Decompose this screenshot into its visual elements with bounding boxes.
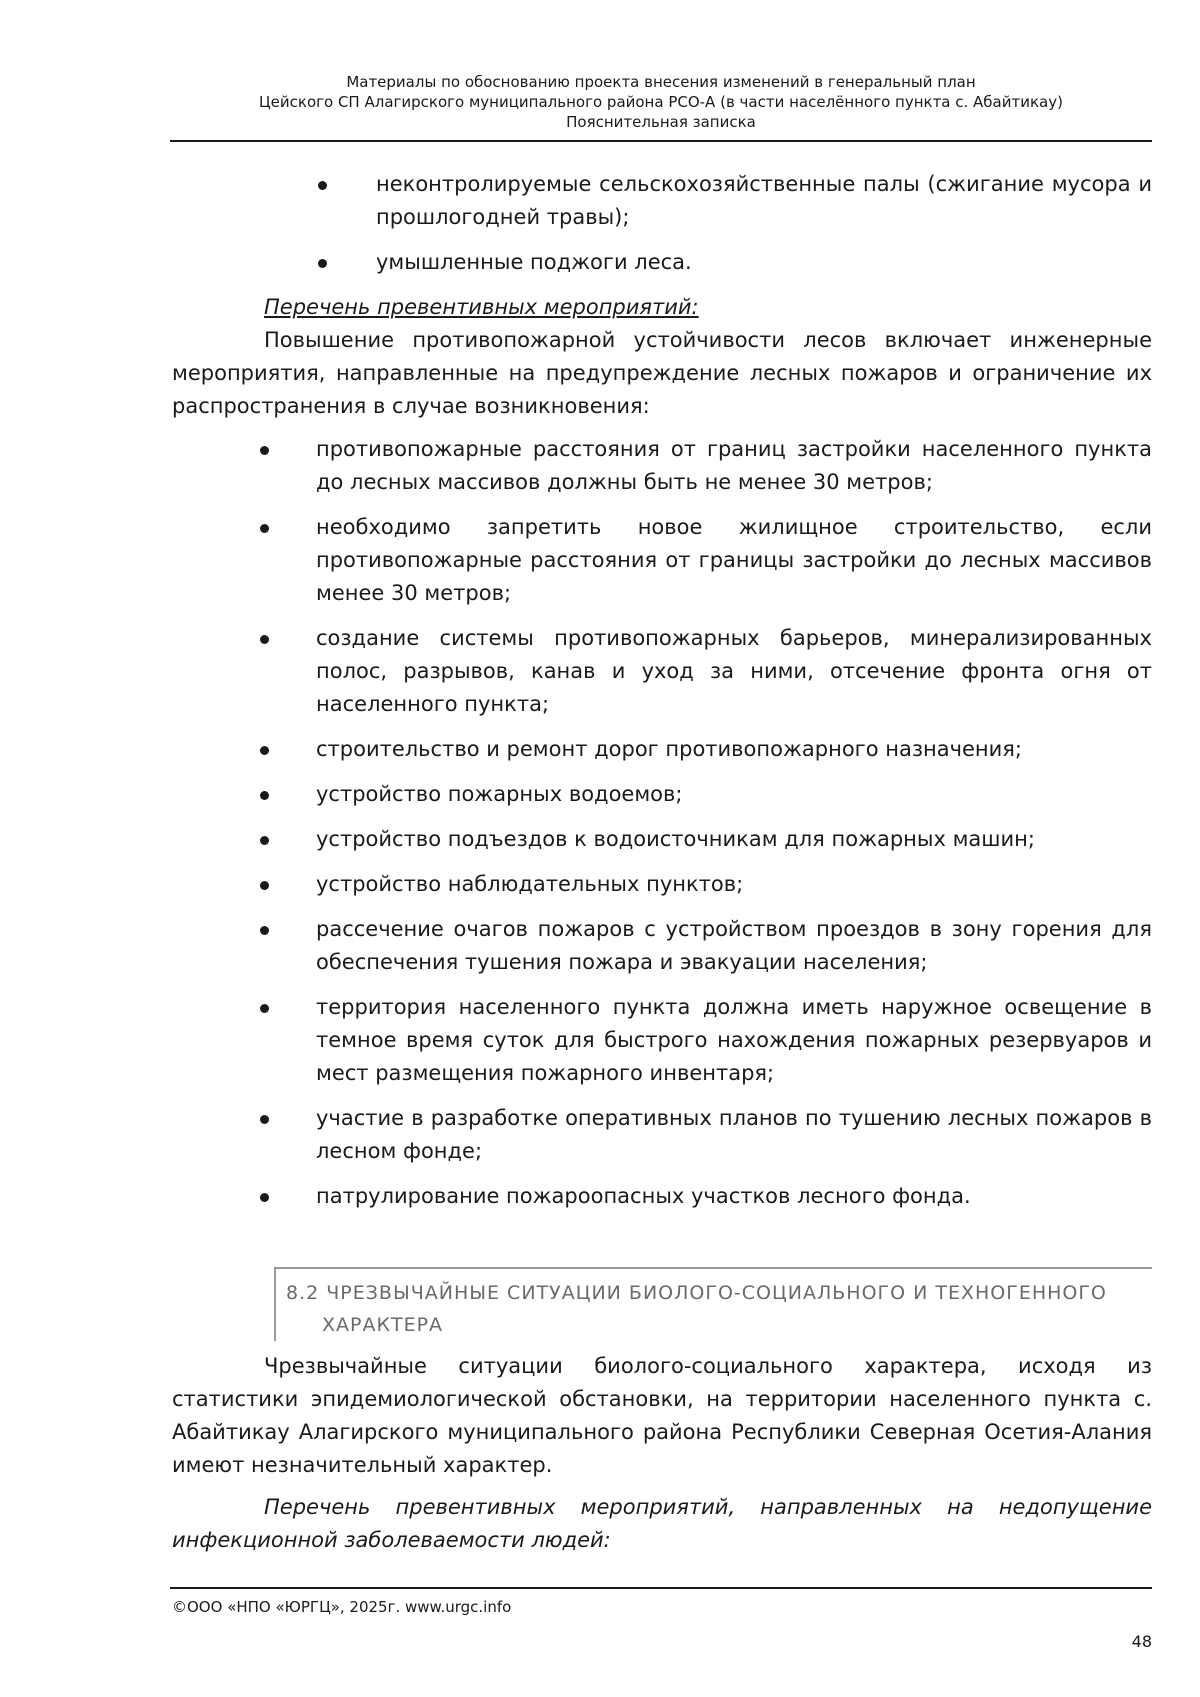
header-line-3: Пояснительная записка [566, 113, 756, 131]
bullet-icon [260, 1004, 269, 1013]
list-item: патрулирование пожароопасных участков лесного фонда. [316, 1180, 1152, 1213]
list-item: создание системы противопожарных барьеров, минерализированных полос, разрывов, канав и уход за ними, отсечение фронта огня от населенного пункта; [316, 622, 1152, 721]
list-item: устройство наблюдательных пунктов; [316, 868, 1152, 901]
bullet-icon [260, 524, 269, 533]
section-title [286, 1277, 1146, 1341]
bullet-icon [318, 181, 327, 190]
preventive-measures-heading: Перечень превентивных мероприятий: [264, 295, 699, 319]
bullet-icon [260, 635, 269, 644]
header-line-1: Материалы по обоснованию проекта внесения изменений в генеральный план [346, 73, 976, 91]
list-item: устройство подъездов к водоисточникам для пожарных машин; [316, 823, 1152, 856]
measures-list [316, 433, 1152, 1225]
page-number: 48 [1131, 1632, 1152, 1651]
bullet-icon [318, 259, 327, 268]
footer-divider [170, 1587, 1152, 1589]
bullet-icon [260, 881, 269, 890]
bio-social-paragraph: Чрезвычайные ситуации биолого-социального характера, исходя из статистики эпидемиологической обстановки, на территории населенного пункта с. Абайтикау Алагирского муниципального района Республики Северная Осетия-Алания имеют незначительный характер. [172, 1354, 1152, 1477]
list-item: строительство и ремонт дорог противопожарного назначения; [316, 733, 1152, 766]
intro-paragraph: Повышение противопожарной устойчивости лесов включает инженерные мероприятия, направленные на предупреждение лесных пожаров и ограничение их распространения в случае возникновения: [172, 328, 1152, 418]
bullet-icon [260, 926, 269, 935]
section-title-line-2: ХАРАКТЕРА [322, 1314, 444, 1336]
list-item: территория населенного пункта должна иметь наружное освещение в темное время суток для быстрого нахождения пожарных резервуаров и мест размещения пожарного инвентаря; [316, 991, 1152, 1090]
section-title-line-1: 8.2 ЧРЕЗВЫЧАЙНЫЕ СИТУАЦИИ БИОЛОГО-СОЦИАЛЬНОГО И ТЕХНОГЕННОГО [286, 1282, 1107, 1304]
top-bullet-list [376, 168, 1152, 291]
list-item: участие в разработке оперативных планов по тушению лесных пожаров в лесном фонде; [316, 1102, 1152, 1168]
list-item: рассечение очагов пожаров с устройством проездов в зону горения для обеспечения тушения пожара и эвакуации населения; [316, 913, 1152, 979]
header-divider [170, 140, 1152, 142]
list-item: необходимо запретить новое жилищное строительство, если противопожарные расстояния от границы застройки до лесных массивов менее 30 метров; [316, 511, 1152, 610]
footer-copyright: ©ООО «НПО «ЮРГЦ», 2025г. www.urgc.info [172, 1598, 512, 1616]
bullet-icon [260, 791, 269, 800]
document-header [170, 72, 1152, 132]
infection-measures-heading: Перечень превентивных мероприятий, направленных на недопущение инфекционной заболеваемости людей: [172, 1495, 1152, 1552]
list-item: противопожарные расстояния от границ застройки населенного пункта до лесных массивов должны быть не менее 30 метров; [316, 433, 1152, 499]
bullet-icon [260, 746, 269, 755]
bullet-icon [260, 1115, 269, 1124]
section-heading-box [274, 1267, 1152, 1341]
bullet-icon [260, 836, 269, 845]
bullet-icon [260, 446, 269, 455]
list-item: неконтролируемые сельскохозяйственные палы (сжигание мусора и прошлогодней травы); [376, 168, 1152, 234]
header-line-2: Цейского СП Алагирского муниципального района РСО-А (в части населённого пункта с. Абайтикау) [259, 93, 1063, 111]
bullet-icon [260, 1193, 269, 1202]
list-item: устройство пожарных водоемов; [316, 778, 1152, 811]
list-item: умышленные поджоги леса. [376, 246, 1152, 279]
